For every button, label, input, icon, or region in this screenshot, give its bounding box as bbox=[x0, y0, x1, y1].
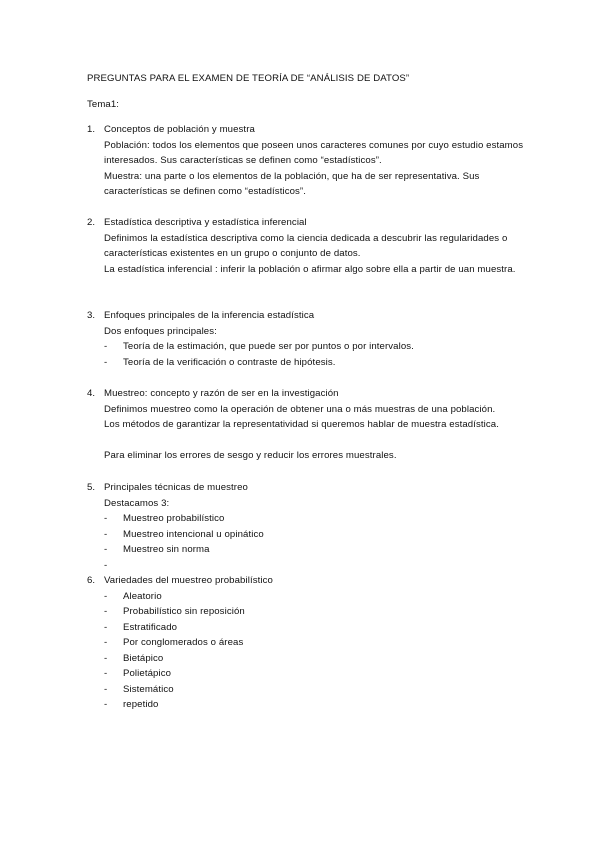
list-item bbox=[104, 635, 527, 651]
list-item bbox=[104, 339, 527, 355]
section-body bbox=[87, 402, 527, 464]
list-item-text: repetido bbox=[123, 699, 159, 710]
paragraph-definicion-muestreo: Definimos muestreo como la operación de obtener una o más muestras de una población. bbox=[104, 403, 496, 415]
section-number: 5. bbox=[87, 482, 96, 493]
tema-heading: Tema1: bbox=[87, 99, 120, 110]
section-title: Variedades del muestreo probabilístico bbox=[104, 575, 273, 586]
list-item bbox=[104, 620, 527, 636]
section-title: Muestreo: concepto y razón de ser en la investigación bbox=[104, 388, 339, 399]
list-item bbox=[104, 697, 527, 713]
paragraph-metodos: Los métodos de garantizar la representatividad si queremos hablar de muestra estadística. bbox=[104, 419, 499, 430]
section-heading bbox=[87, 308, 527, 324]
dash-bullet: - bbox=[104, 590, 108, 602]
list-item-text: Estratificado bbox=[123, 621, 178, 633]
dash-bullet: - bbox=[104, 606, 108, 617]
paragraph-poblacion: Población: todos los elementos que poseen unos caracteres comunes por cuyo estudio estamos interesados. Sus características se definen como “estadísticos”. bbox=[104, 139, 524, 166]
list-item-text: Muestreo intencional u opinático bbox=[123, 528, 264, 540]
list-item-text: Sistemático bbox=[123, 683, 174, 695]
section-number: 6. bbox=[87, 575, 96, 586]
dash-bullet: - bbox=[104, 513, 108, 524]
section-number: 1. bbox=[87, 124, 96, 135]
bullet-list bbox=[104, 589, 527, 713]
list-item bbox=[104, 682, 527, 698]
section-heading bbox=[87, 386, 527, 402]
dash-bullet: - bbox=[104, 637, 108, 648]
dash-bullet: - bbox=[104, 683, 108, 695]
paragraph-muestra: Muestra: una parte o los elementos de la población, que ha de ser representativa. Sus características se definen como “estadísticos”. bbox=[104, 170, 480, 197]
dash-bullet: - bbox=[104, 559, 108, 571]
list-item bbox=[104, 589, 527, 605]
section-2 bbox=[87, 215, 527, 277]
section-body bbox=[87, 496, 527, 574]
dash-bullet: - bbox=[104, 621, 108, 633]
section-heading bbox=[87, 122, 527, 138]
list-item bbox=[104, 558, 527, 574]
section-number: 3. bbox=[87, 310, 96, 321]
bullet-list bbox=[104, 339, 527, 370]
paragraph-errores: Para eliminar los errores de sesgo y reducir los errores muestrales. bbox=[104, 450, 397, 461]
section-intro: Dos enfoques principales: bbox=[104, 325, 217, 337]
section-6 bbox=[87, 573, 527, 713]
section-title: Enfoques principales de la inferencia estadística bbox=[104, 310, 315, 321]
section-number: 4. bbox=[87, 388, 96, 399]
section-number: 2. bbox=[87, 217, 96, 228]
list-item bbox=[104, 527, 527, 543]
list-item-text: Aleatorio bbox=[123, 590, 162, 602]
section-body bbox=[87, 231, 527, 278]
dash-bullet: - bbox=[104, 356, 108, 368]
section-intro: Destacamos 3: bbox=[104, 497, 170, 509]
list-item bbox=[104, 355, 527, 371]
blank-line bbox=[104, 433, 527, 449]
list-item-text: Teoría de la verificación o contraste de hipótesis. bbox=[123, 356, 336, 368]
section-title: Conceptos de población y muestra bbox=[104, 124, 255, 135]
list-item bbox=[104, 666, 527, 682]
bullet-list bbox=[104, 511, 527, 573]
list-item bbox=[104, 604, 527, 620]
list-item-text: Por conglomerados o áreas bbox=[123, 637, 244, 648]
list-item bbox=[104, 651, 527, 667]
section-heading bbox=[87, 480, 527, 496]
section-1 bbox=[87, 122, 527, 200]
list-item-text: Muestreo sin norma bbox=[123, 544, 210, 555]
dash-bullet: - bbox=[104, 668, 108, 679]
section-body bbox=[87, 589, 527, 713]
dash-bullet: - bbox=[104, 699, 108, 710]
list-item bbox=[104, 511, 527, 527]
section-heading bbox=[87, 215, 527, 231]
list-item-text: Bietápico bbox=[123, 652, 164, 664]
dash-bullet: - bbox=[104, 341, 108, 352]
list-item-text: Probabilístico sin reposición bbox=[123, 606, 245, 617]
section-3 bbox=[87, 308, 527, 370]
list-item-text: Polietápico bbox=[123, 668, 172, 679]
paragraph-inferencial: La estadística inferencial : inferir la población o afirmar algo sobre ella a partir de uan muestra. bbox=[104, 263, 516, 275]
section-body bbox=[87, 138, 527, 200]
document-title: PREGUNTAS PARA EL EXAMEN DE TEORÍA DE “ANÁLISIS DE DATOS” bbox=[87, 73, 410, 84]
list-item bbox=[104, 542, 527, 558]
section-title: Estadística descriptiva y estadística inferencial bbox=[104, 217, 307, 228]
list-item-text: Teoría de la estimación, que puede ser por puntos o por intervalos. bbox=[123, 341, 414, 352]
section-body bbox=[87, 324, 527, 371]
dash-bullet: - bbox=[104, 652, 108, 664]
paragraph-descriptiva: Definimos la estadística descriptiva como la ciencia dedicada a descubrir las regularidades o características existentes en un grupo o conjunto de datos. bbox=[104, 232, 508, 259]
section-title: Principales técnicas de muestreo bbox=[104, 482, 248, 493]
list-item-text: Muestreo probabilístico bbox=[123, 513, 225, 524]
dash-bullet: - bbox=[104, 544, 108, 555]
dash-bullet: - bbox=[104, 528, 108, 540]
section-4 bbox=[87, 386, 527, 464]
section-heading bbox=[87, 573, 527, 589]
section-5 bbox=[87, 480, 527, 573]
